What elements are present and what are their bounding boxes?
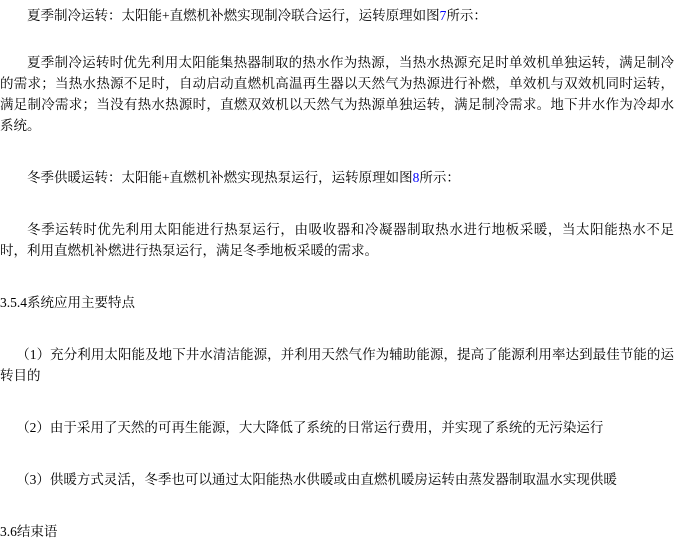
summer-cooling-detail-paragraph (0, 52, 674, 136)
text-run: 3.6结束语 (0, 524, 58, 539)
winter-heating-detail-paragraph (0, 219, 674, 261)
text-run: 3.5.4系统应用主要特点 (0, 295, 135, 310)
text-run: 冬季运转时优先利用太阳能进行热泵运行，由吸收器和冷凝器制取热水进行地板采暖，当太阳能热水不足时，利用直燃机补燃进行热泵运行，满足冬季地板采暖的需求。 (0, 222, 674, 258)
winter-heating-intro-paragraph (0, 167, 674, 188)
feature-item-3 (0, 469, 674, 490)
text-run: 夏季制冷运转：太阳能+直燃机补燃实现制冷联合运行，运转原理如图 (27, 8, 440, 23)
summer-cooling-intro-paragraph (0, 5, 674, 26)
text-run: （3）供暖方式灵活，冬季也可以通过太阳能热水供暖或由直燃机暖房运转由蒸发器制取温水实现供暖 (16, 472, 617, 487)
text-run: 冬季供暖运转：太阳能+直燃机补燃实现热泵运行，运转原理如图 (27, 170, 413, 185)
section-heading-3-5-4 (0, 292, 674, 313)
text-run: 所示： (446, 8, 487, 23)
feature-item-1 (0, 344, 674, 386)
section-heading-3-6 (0, 521, 674, 542)
figure-reference-link[interactable]: 7 (439, 8, 447, 23)
text-run: （2）由于采用了天然的可再生能源，大大降低了系统的日常运行费用，并实现了系统的无污染运行 (16, 420, 604, 435)
text-run: 夏季制冷运转时优先利用太阳能集热器制取的热水作为热源，当热水热源充足时单效机单独运转，满足制冷的需求；当热水热源不足时，自动启动直燃机高温再生器以天然气为热源进行补燃，单效机与双效机同时运转，满足制冷需求；当没有热水热源时，直燃双效机以天然气为热源单独运转，满足制冷需求。地下井水作为冷却水系统。 (0, 55, 674, 133)
figure-reference-link[interactable]: 8 (412, 170, 420, 185)
text-run: （1）充分利用太阳能及地下井水清洁能源，并利用天然气作为辅助能源，提高了能源利用率达到最佳节能的运转目的 (0, 347, 674, 383)
text-run: 所示： (419, 170, 460, 185)
feature-item-2 (0, 417, 674, 438)
